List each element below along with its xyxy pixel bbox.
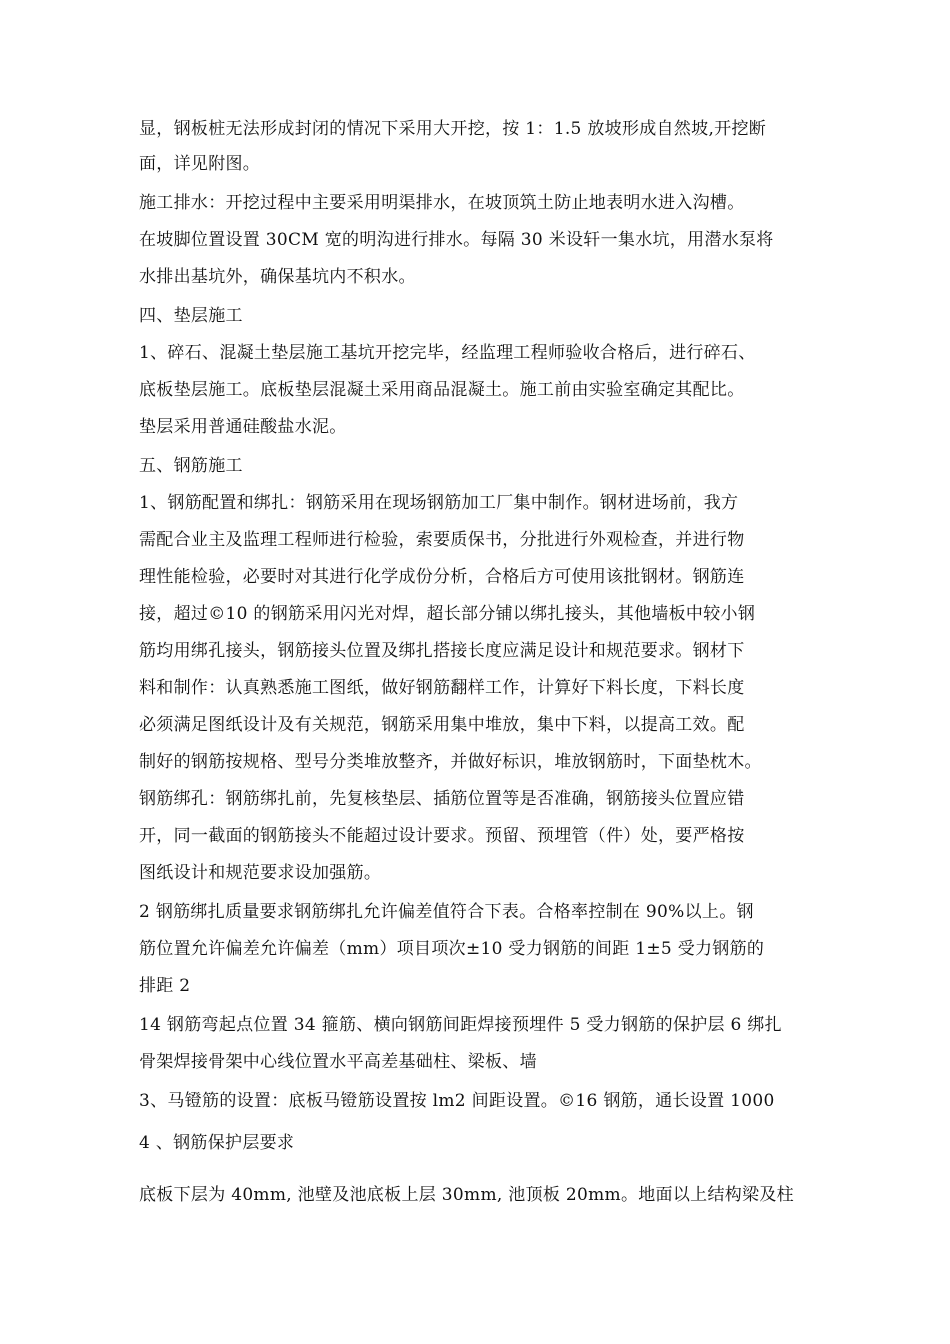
section-heading: 四、垫层施工 xyxy=(139,306,243,326)
paragraph-line: 开，同一截面的钢筋接头不能超过设计要求。预留、预埋管（件）处，要严格按 xyxy=(139,826,745,846)
paragraph-line: 排距 2 xyxy=(139,976,191,996)
paragraph-line: 需配合业主及监理工程师进行检验，索要质保书，分批进行外观检查，并进行物 xyxy=(139,530,745,550)
paragraph-line: 底板下层为 40mm, 池壁及池底板上层 30mm, 池顶板 20mm。地面以上结构梁及柱 xyxy=(139,1185,794,1205)
paragraph-line: 图纸设计和规范要求设加强筋。 xyxy=(139,863,382,883)
paragraph-line: 料和制作：认真熟悉施工图纸，做好钢筋翻样工作，计算好下料长度，下料长度 xyxy=(139,678,745,698)
paragraph-line: 面，详见附图。 xyxy=(139,154,261,174)
paragraph-line: 必须满足图纸设计及有关规范，钢筋采用集中堆放，集中下料，以提高工效。配 xyxy=(139,715,745,735)
paragraph-line: 钢筋绑孔：钢筋绑扎前，先复核垫层、插筋位置等是否准确，钢筋接头位置应错 xyxy=(139,789,745,809)
paragraph-line: 接，超过©10 的钢筋采用闪光对焊，超长部分铺以绑扎接头，其他墙板中较小钢 xyxy=(139,604,756,624)
paragraph-line: 制好的钢筋按规格、型号分类堆放整齐，并做好标识，堆放钢筋时，下面垫枕木。 xyxy=(139,752,762,772)
paragraph-line: 2 钢筋绑扎质量要求钢筋绑扎允许偏差值符合下表。合格率控制在 90%以上。钢 xyxy=(139,902,754,922)
paragraph-line: 1、钢筋配置和绑扎：钢筋采用在现场钢筋加工厂集中制作。钢材进场前，我方 xyxy=(139,493,739,513)
paragraph-line: 1、碎石、混凝土垫层施工基坑开挖完毕，经监理工程师验收合格后，进行碎石、 xyxy=(139,343,756,363)
paragraph-line: 在坡脚位置设置 30CM 宽的明沟进行排水。每隔 30 米设轩一集水坑，用潜水泵将 xyxy=(139,230,774,250)
paragraph-line: 理性能检验，必要时对其进行化学成份分析，合格后方可使用该批钢材。钢筋连 xyxy=(139,567,745,587)
paragraph-line: 3、马镫筋的设置：底板马镫筋设置按 lm2 间距设置。©16 钢筋，通长设置 1000 xyxy=(139,1091,775,1111)
section-heading: 4 、钢筋保护层要求 xyxy=(139,1133,295,1153)
paragraph-line: 垫层采用普通硅酸盐水泥。 xyxy=(139,417,347,437)
paragraph-line: 14 钢筋弯起点位置 34 箍筋、横向钢筋间距焊接预埋件 5 受力钢筋的保护层 6 绑扎 xyxy=(139,1015,782,1035)
paragraph-line: 施工排水：开挖过程中主要采用明渠排水，在坡顶筑土防止地表明水进入沟槽。 xyxy=(139,193,745,213)
section-heading: 五、钢筋施工 xyxy=(139,456,243,476)
paragraph-line: 骨架焊接骨架中心线位置水平高差基础柱、梁板、墙 xyxy=(139,1052,537,1072)
paragraph-line: 显，钢板桩无法形成封闭的情况下采用大开挖，按 1：1.5 放坡形成自然坡,开挖断 xyxy=(139,119,767,139)
paragraph-line: 筋位置允许偏差允许偏差（mm）项目项次±10 受力钢筋的间距 1±5 受力钢筋的 xyxy=(139,939,765,959)
paragraph-line: 水排出基坑外，确保基坑内不积水。 xyxy=(139,267,416,287)
paragraph-line: 底板垫层施工。底板垫层混凝土采用商品混凝土。施工前由实验室确定其配比。 xyxy=(139,380,745,400)
paragraph-line: 筋均用绑孔接头，钢筋接头位置及绑扎搭接长度应满足设计和规范要求。钢材下 xyxy=(139,641,745,661)
